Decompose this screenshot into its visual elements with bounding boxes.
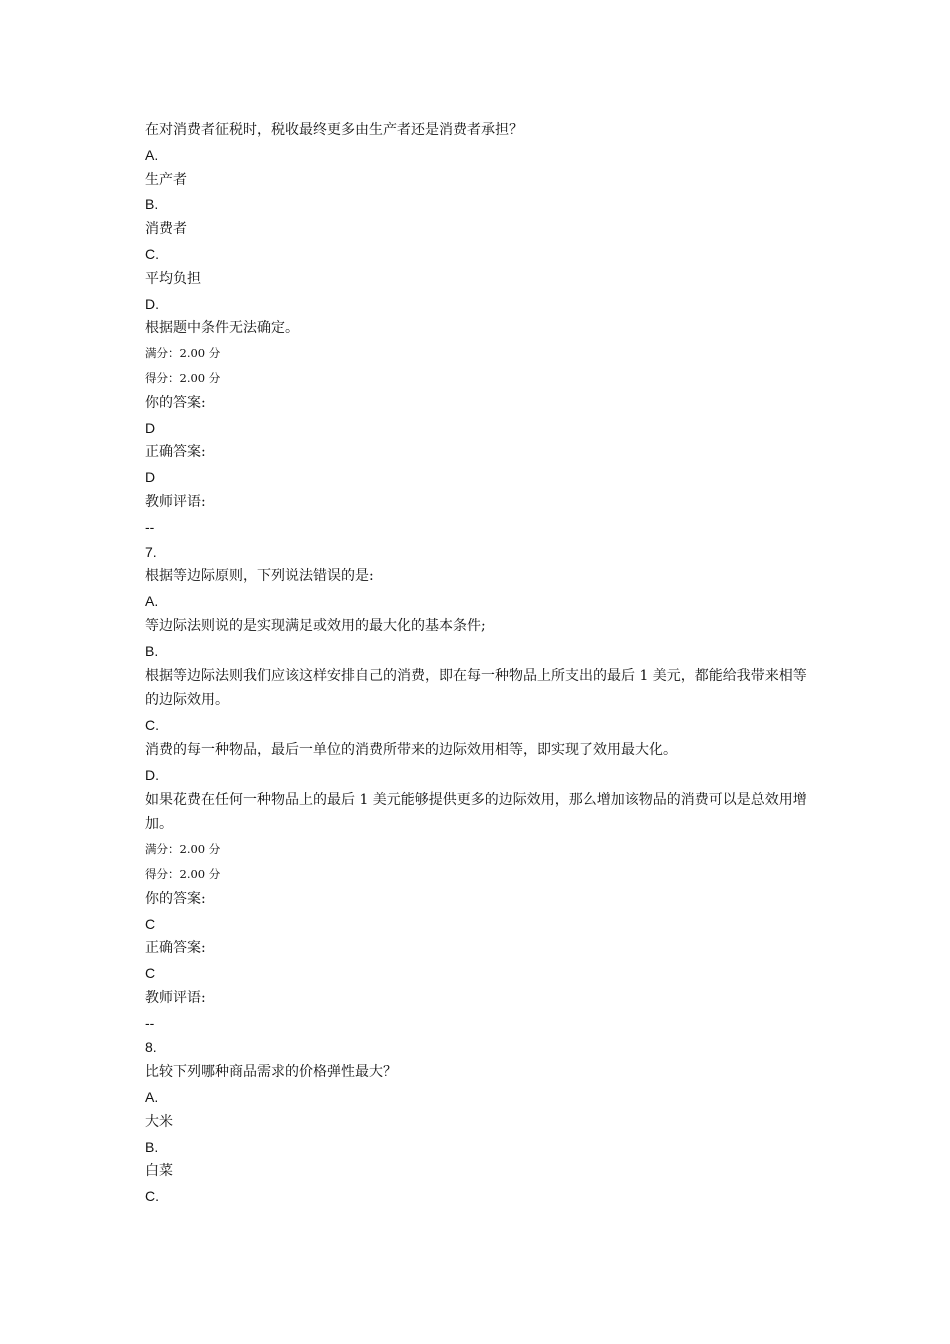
option-letter: A. — [145, 1089, 159, 1106]
option-letter: C. — [145, 1188, 159, 1205]
option-text: 生产者 — [145, 171, 187, 188]
correct-answer-value: D — [145, 469, 156, 486]
your-answer-label: 你的答案: — [145, 394, 206, 411]
option-text: 等边际法则说的是实现满足或效用的最大化的基本条件; — [145, 617, 486, 634]
option-text: 大米 — [145, 1113, 173, 1130]
question-8-stem: 比较下列哪种商品需求的价格弹性最大？ — [145, 1064, 397, 1081]
full-score: 满分：2.00 分 — [145, 346, 221, 361]
option-letter: C. — [145, 717, 159, 734]
full-score: 满分：2.00 分 — [145, 842, 221, 857]
option-text: 消费者 — [145, 221, 187, 238]
question-8-number: 8. — [145, 1039, 157, 1056]
option-letter: A. — [145, 593, 159, 610]
option-letter: B. — [145, 1138, 159, 1155]
document-page — [145, 118, 815, 1209]
option-text: 根据题中条件无法确定。 — [145, 320, 299, 337]
option-letter: B. — [145, 196, 159, 213]
teacher-comment-value: -- — [145, 1014, 155, 1031]
correct-answer-value: C — [145, 965, 156, 982]
option-text: 平均负担 — [145, 270, 201, 287]
option-letter: D. — [145, 766, 159, 783]
option-text: 消费的每一种物品，最后一单位的消费所带来的边际效用相等，即实现了效用最大化。 — [145, 741, 677, 758]
your-answer-value: C — [145, 915, 156, 932]
question-7-number: 7. — [145, 543, 157, 560]
teacher-comment-label: 教师评语: — [145, 493, 206, 510]
question-6-stem: 在对消费者征税时，税收最终更多由生产者还是消费者承担？ — [145, 122, 523, 138]
option-letter: B. — [145, 642, 159, 659]
correct-answer-label: 正确答案: — [145, 940, 206, 957]
your-answer-value: D — [145, 419, 156, 436]
teacher-comment-label: 教师评语: — [145, 989, 206, 1006]
your-answer-label: 你的答案: — [145, 890, 206, 907]
option-letter: D. — [145, 295, 159, 312]
option-letter: A. — [145, 146, 159, 163]
correct-answer-label: 正确答案: — [145, 444, 206, 461]
question-7-stem: 根据等边际原则，下列说法错误的是: — [145, 568, 374, 585]
score: 得分：2.00 分 — [145, 370, 221, 385]
option-letter: C. — [145, 245, 159, 262]
option-text: 根据等边际法则我们应该这样安排自己的消费，即在每一种物品上所支出的最后 1 美元，都能给我带来相等的边际效用。 — [145, 667, 807, 709]
teacher-comment-value: -- — [145, 518, 155, 535]
score: 得分：2.00 分 — [145, 866, 221, 881]
option-text: 白菜 — [145, 1163, 173, 1180]
option-text: 如果花费在任何一种物品上的最后 1 美元能够提供更多的边际效用，那么增加该物品的消费可以是总效用增加。 — [145, 791, 807, 833]
